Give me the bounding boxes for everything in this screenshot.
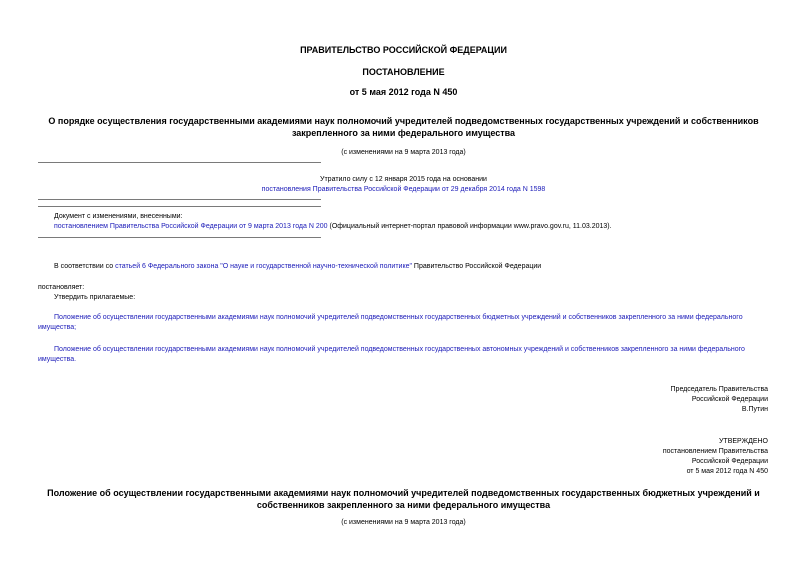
signature-block: [560, 385, 768, 415]
approval-block: [560, 437, 768, 477]
approval-title: УТВЕРЖДЕНО: [718, 438, 768, 445]
approve-text: Утвердить прилагаемые:: [54, 294, 136, 301]
regulation-title: Положение об осуществлении государственными академиями наук полномочий учредителей подведомственных государственных бюджетных учреждений и собственников закрепленного за ними федерального имущества: [47, 488, 760, 510]
approved-item-2-link[interactable]: Положение об осуществлении государственными академиями наук полномочий учредителей подведомственных государственных автономных учреждений и собственников закрепленного за ними федерального имущества.: [38, 346, 745, 363]
decrees-text: постановляет:: [38, 284, 85, 291]
amendments-note: (с изменениями на 9 марта 2013 года): [341, 149, 466, 156]
changes-label: Документ с изменениями, внесенными:: [54, 213, 183, 220]
signature-name: В.Путин: [741, 406, 768, 413]
expired-link[interactable]: постановления Правительства Российской Федерации от 29 декабря 2014 года N 1598: [261, 186, 546, 193]
approval-date: от 5 мая 2012 года N 450: [686, 468, 768, 475]
approval-line-2: постановлением Правительства: [662, 448, 768, 455]
signature-position: Председатель Правительства: [670, 386, 768, 393]
document-type: ПОСТАНОВЛЕНИЕ: [362, 67, 445, 77]
government-name: ПРАВИТЕЛЬСТВО РОССИЙСКОЙ ФЕДЕРАЦИИ: [300, 45, 507, 55]
divider: [38, 237, 321, 238]
approved-item-1-link[interactable]: Положение об осуществлении государственными академиями наук полномочий учредителей подведомственных государственных бюджетных учреждений и собственников закрепленного за ними федерального имущества;: [38, 314, 743, 331]
basis-prefix: В соответствии со: [54, 263, 116, 270]
basis-paragraph: [54, 262, 541, 271]
changes-link[interactable]: постановлением Правительства Российской Федерации от 9 марта 2013 года N 200: [54, 223, 328, 230]
divider: [38, 199, 321, 200]
changes-line: [54, 222, 612, 231]
document-date-number: от 5 мая 2012 года N 450: [349, 87, 458, 97]
basis-suffix: Правительство Российской Федерации: [411, 263, 542, 270]
divider: [38, 206, 321, 207]
approval-line-3: Российской Федерации: [691, 458, 768, 465]
changes-source: (Официальный интернет-портал правовой информации www.pravo.gov.ru, 11.03.2013).: [327, 223, 612, 230]
regulation-amendments: (с изменениями на 9 марта 2013 года): [341, 519, 466, 526]
divider: [38, 162, 321, 163]
document-title: О порядке осуществления государственными академиями наук полномочий учредителей подведомственных государственных учреждений и собственников закрепленного за ними федерального имущества: [48, 116, 759, 138]
basis-link[interactable]: статьей 6 Федерального закона "О науке и государственной научно-технической политике": [115, 263, 412, 270]
signature-country: Российской Федерации: [691, 396, 768, 403]
expired-text: Утратило силу с 12 января 2015 года на основании: [320, 176, 487, 183]
